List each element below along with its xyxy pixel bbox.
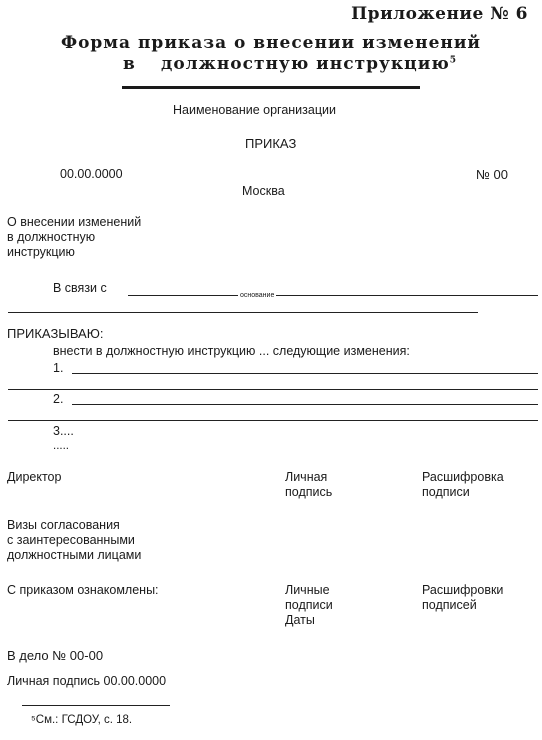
item-1-line-2 [8, 389, 538, 390]
signatures-line: подписи [285, 598, 333, 612]
signatures-column [285, 583, 333, 628]
visas-label [7, 518, 141, 563]
signature-column [285, 470, 332, 500]
signature-line: Личная [285, 470, 328, 484]
title-underline [122, 86, 420, 89]
item-2-label: 2. [53, 392, 64, 406]
decoding-column [422, 470, 504, 500]
order-intro: внести в должностную инструкцию ... следующие изменения: [53, 344, 410, 358]
title-preposition: в [123, 54, 136, 74]
visas-line: с заинтересованными [7, 533, 135, 547]
subject-line: инструкцию [7, 245, 75, 259]
item-2-line [72, 404, 538, 405]
document-title-line1: Форма приказа о внесении изменений [60, 33, 482, 53]
reason-line-2 [8, 312, 478, 313]
item-1-line [72, 373, 538, 374]
footnote-rule [22, 705, 170, 706]
decoding-line: Расшифровка [422, 470, 504, 484]
file-number: В дело № 00-00 [7, 648, 104, 663]
subject-line: О внесении изменений [7, 215, 142, 229]
decodings-column [422, 583, 503, 613]
item-1-label: 1. [53, 361, 64, 375]
decodings-line: подписей [422, 598, 477, 612]
acquainted-label: С приказом ознакомлены: [7, 583, 159, 597]
order-word: ПРИКАЗ [245, 136, 297, 151]
title-line2-text: должностную инструкцию [161, 54, 450, 74]
order-heading: ПРИКАЗЫВАЮ: [7, 326, 104, 341]
reason-caption: основание [240, 292, 275, 299]
footnote-text: ⁵См.: ГСДОУ, с. 18. [31, 714, 133, 726]
document-title-line2 [123, 54, 457, 74]
decoding-line: подписи [422, 485, 470, 499]
reason-label: В связи с [53, 281, 107, 295]
personal-signature-date: Личная подпись 00.00.0000 [7, 674, 167, 688]
order-subject [7, 215, 141, 260]
footnote-mark: 5 [449, 55, 458, 66]
visas-line: должностными лицами [7, 548, 142, 562]
reason-line [128, 295, 538, 296]
continuation-dots: ..... [53, 440, 69, 452]
signatures-line: Личные [285, 583, 330, 597]
item-3-label: 3.... [53, 424, 74, 438]
order-number: № 00 [476, 167, 509, 182]
appendix-label: Приложение № 6 [351, 4, 528, 24]
item-2-line-2 [8, 420, 538, 421]
visas-line: Визы согласования [7, 518, 120, 532]
organization-name: Наименование организации [173, 103, 336, 117]
order-city: Москва [242, 184, 285, 198]
director-label: Директор [7, 470, 62, 484]
subject-line: в должностную [7, 230, 96, 244]
signatures-line: Даты [285, 613, 315, 627]
signature-line: подпись [285, 485, 333, 499]
order-date: 00.00.0000 [60, 167, 123, 181]
decodings-line: Расшифровки [422, 583, 504, 597]
